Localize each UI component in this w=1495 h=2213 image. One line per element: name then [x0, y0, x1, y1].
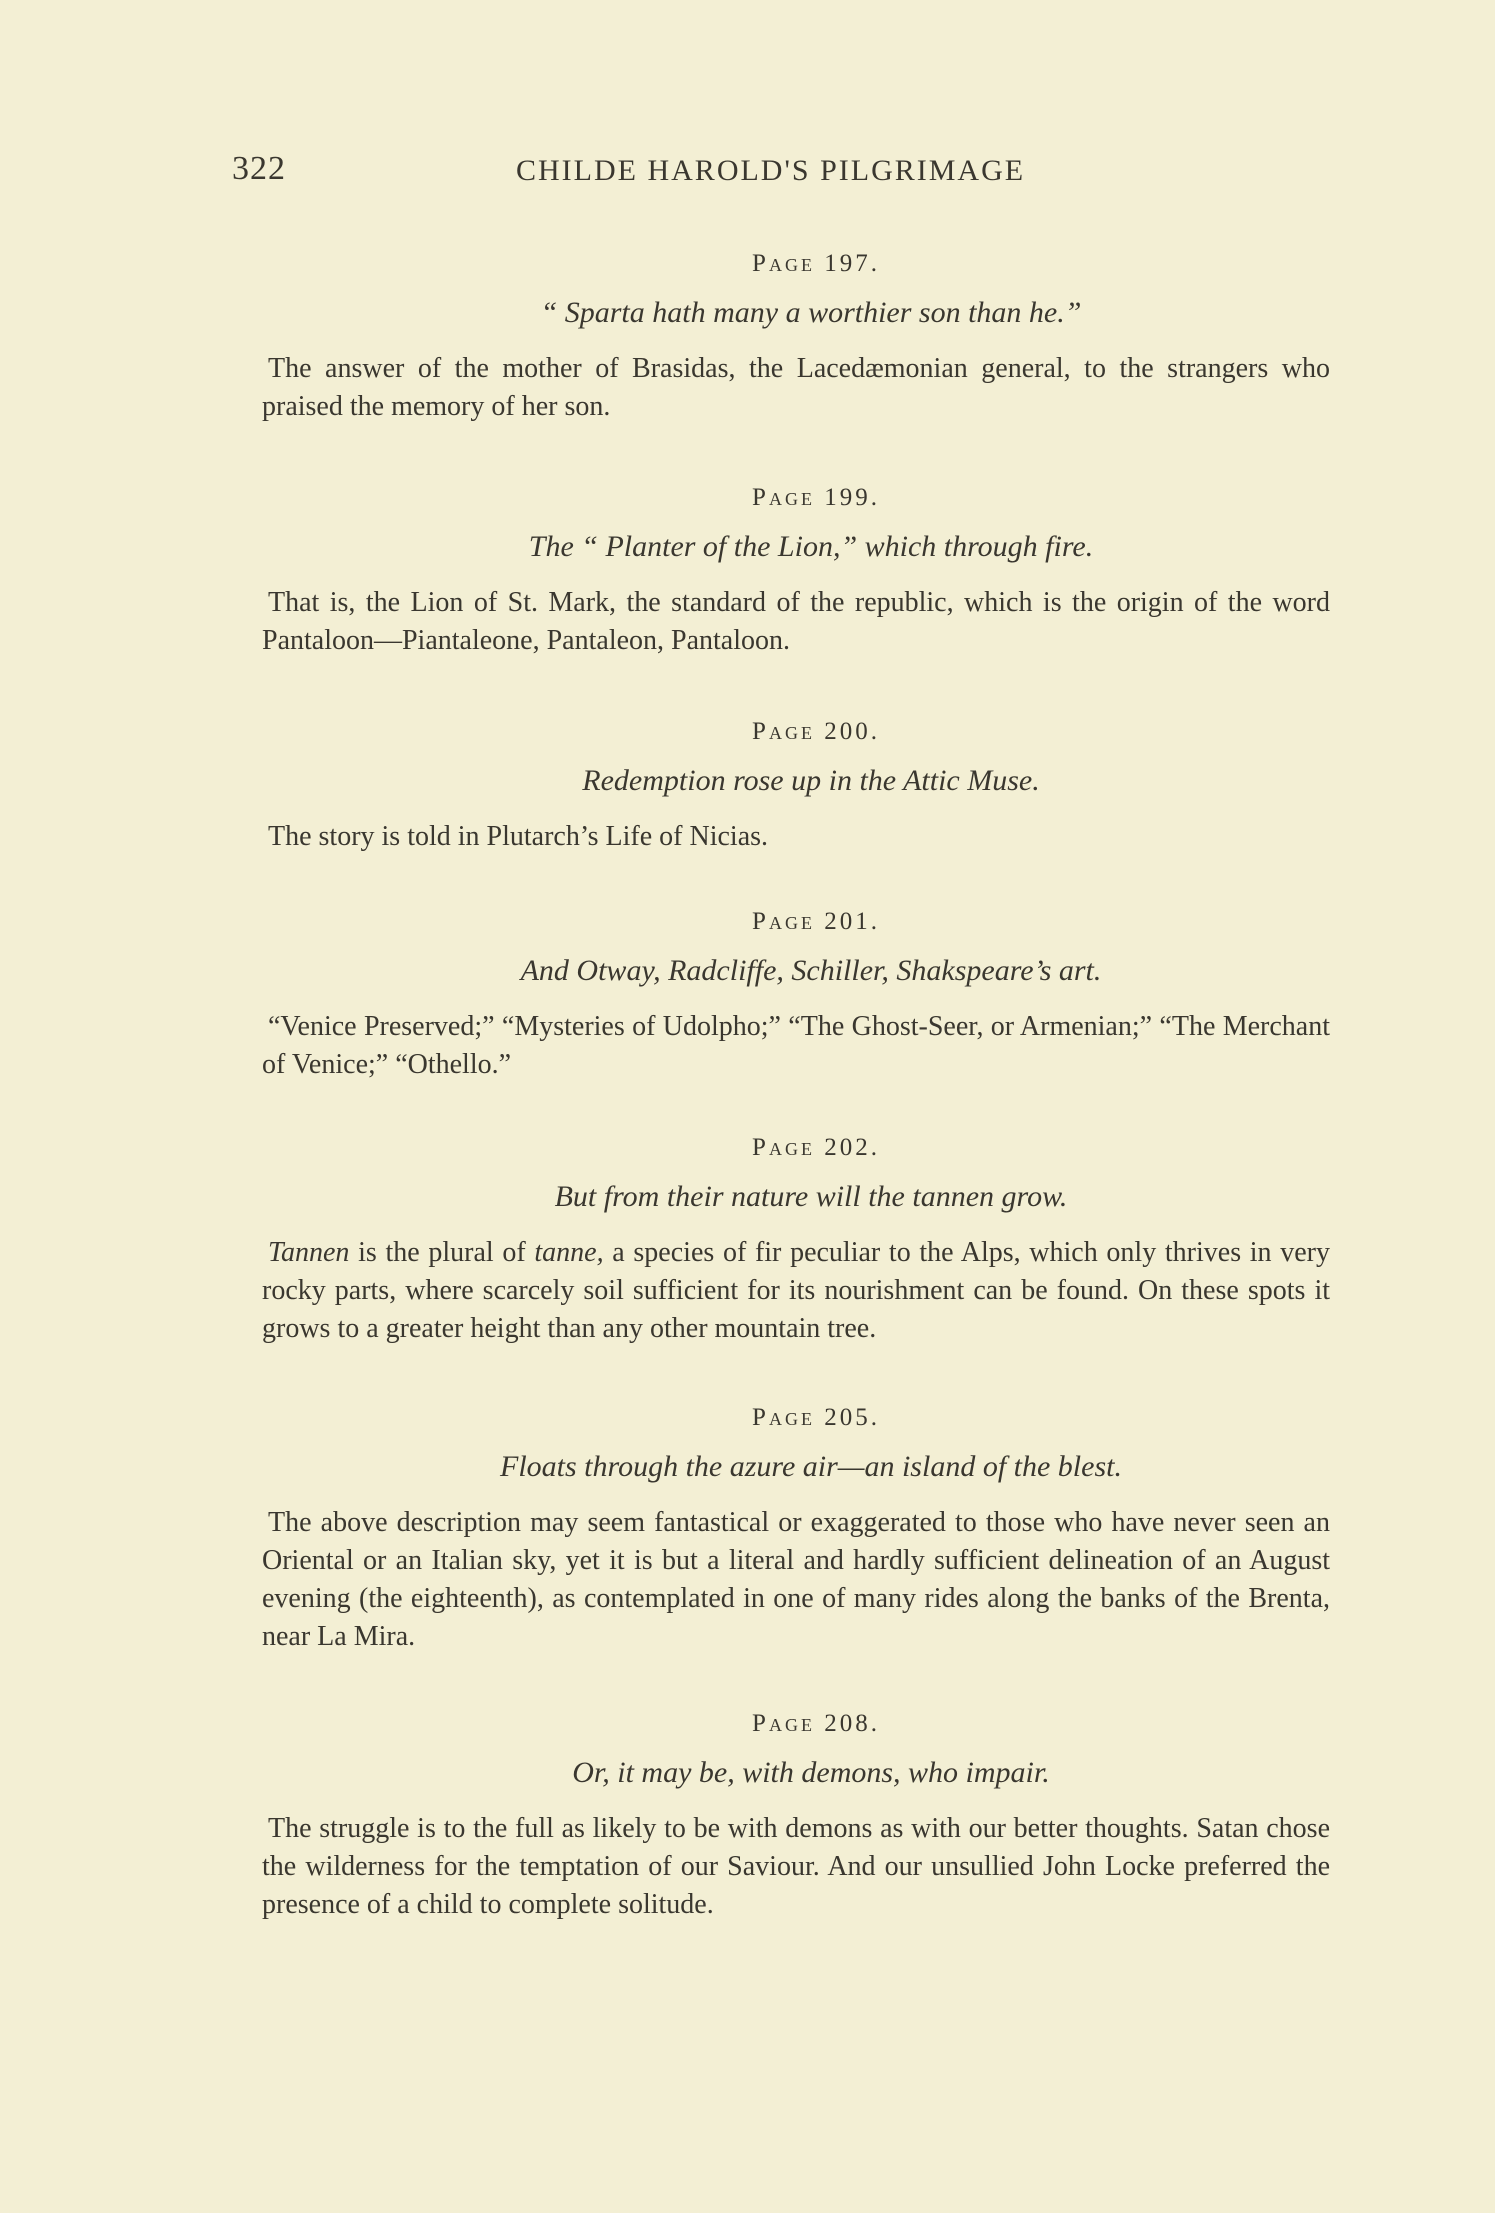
note-body: The story is told in Plutarch’s Life of Nicias.	[268, 821, 769, 852]
note-page-202	[262, 1130, 1330, 1348]
note-body: The above description may seem fantastical or exaggerated to those who have never seen an Oriental or an Italian sky, yet it is but a literal and hardly sufficient delineation of an August evening (the eighteenth), as contemplated in one of many rides along the banks of the Brenta, near La Mira.	[262, 1507, 1330, 1652]
italic-word: tanne,	[534, 1237, 604, 1268]
note-heading: Page 202.	[752, 1134, 880, 1161]
note-quote: And Otway, Radcliffe, Schiller, Shakspeare’s art.	[520, 954, 1102, 987]
body-text: is the plural of	[349, 1237, 535, 1268]
note-page-205	[262, 1400, 1330, 1656]
book-title: CHILDE HAROLD'S PILGRIMAGE	[516, 154, 1026, 187]
note-heading: Page 205.	[752, 1404, 880, 1431]
note-page-208	[262, 1706, 1330, 1924]
note-body	[262, 1234, 1330, 1348]
note-page-200	[262, 714, 1330, 856]
note-quote: Redemption rose up in the Attic Muse.	[582, 764, 1040, 797]
body-text: a species of fir peculiar to the Alps, which only thrives in very rocky parts, where scarcely soil sufficient for its nourishment can be found. On these spots it grows to a greater height than any other mountain tree.	[262, 1237, 1330, 1344]
note-body: The answer of the mother of Brasidas, the Lacedæmonian general, to the strangers who praised the memory of her son.	[262, 353, 1330, 422]
note-heading: Page 200.	[752, 718, 880, 745]
note-body: That is, the Lion of St. Mark, the standard of the republic, which is the origin of the word Pantaloon—Piantaleone, Pantaleon, Pantaloon.	[262, 587, 1330, 656]
note-quote: Floats through the azure air—an island of the blest.	[500, 1450, 1122, 1483]
italic-word: Tannen	[268, 1237, 350, 1268]
note-page-201	[262, 904, 1330, 1084]
note-quote: Or, it may be, with demons, who impair.	[572, 1756, 1050, 1789]
note-heading: Page 197.	[752, 250, 880, 277]
page-number: 322	[232, 150, 286, 187]
note-quote: The “ Planter of the Lion,” which through fire.	[528, 530, 1094, 563]
running-head	[232, 150, 1092, 200]
note-page-199	[262, 480, 1330, 660]
note-page-197	[262, 246, 1330, 426]
note-heading: Page 199.	[752, 484, 880, 511]
note-body: The struggle is to the full as likely to be with demons as with our better thoughts. Satan chose the wilderness for the temptation of our Saviour. And our unsullied John Locke preferred the presence of a child to complete solitude.	[262, 1813, 1330, 1920]
note-quote: But from their nature will the tannen grow.	[554, 1180, 1068, 1213]
note-heading: Page 208.	[752, 1710, 880, 1737]
note-heading: Page 201.	[752, 908, 880, 935]
note-body: “Venice Preserved;” “Mysteries of Udolpho;” “The Ghost-Seer, or Armenian;” “The Merchant of Venice;” “Othello.”	[262, 1011, 1330, 1080]
note-quote: “ Sparta hath many a worthier son than he.”	[540, 296, 1082, 329]
